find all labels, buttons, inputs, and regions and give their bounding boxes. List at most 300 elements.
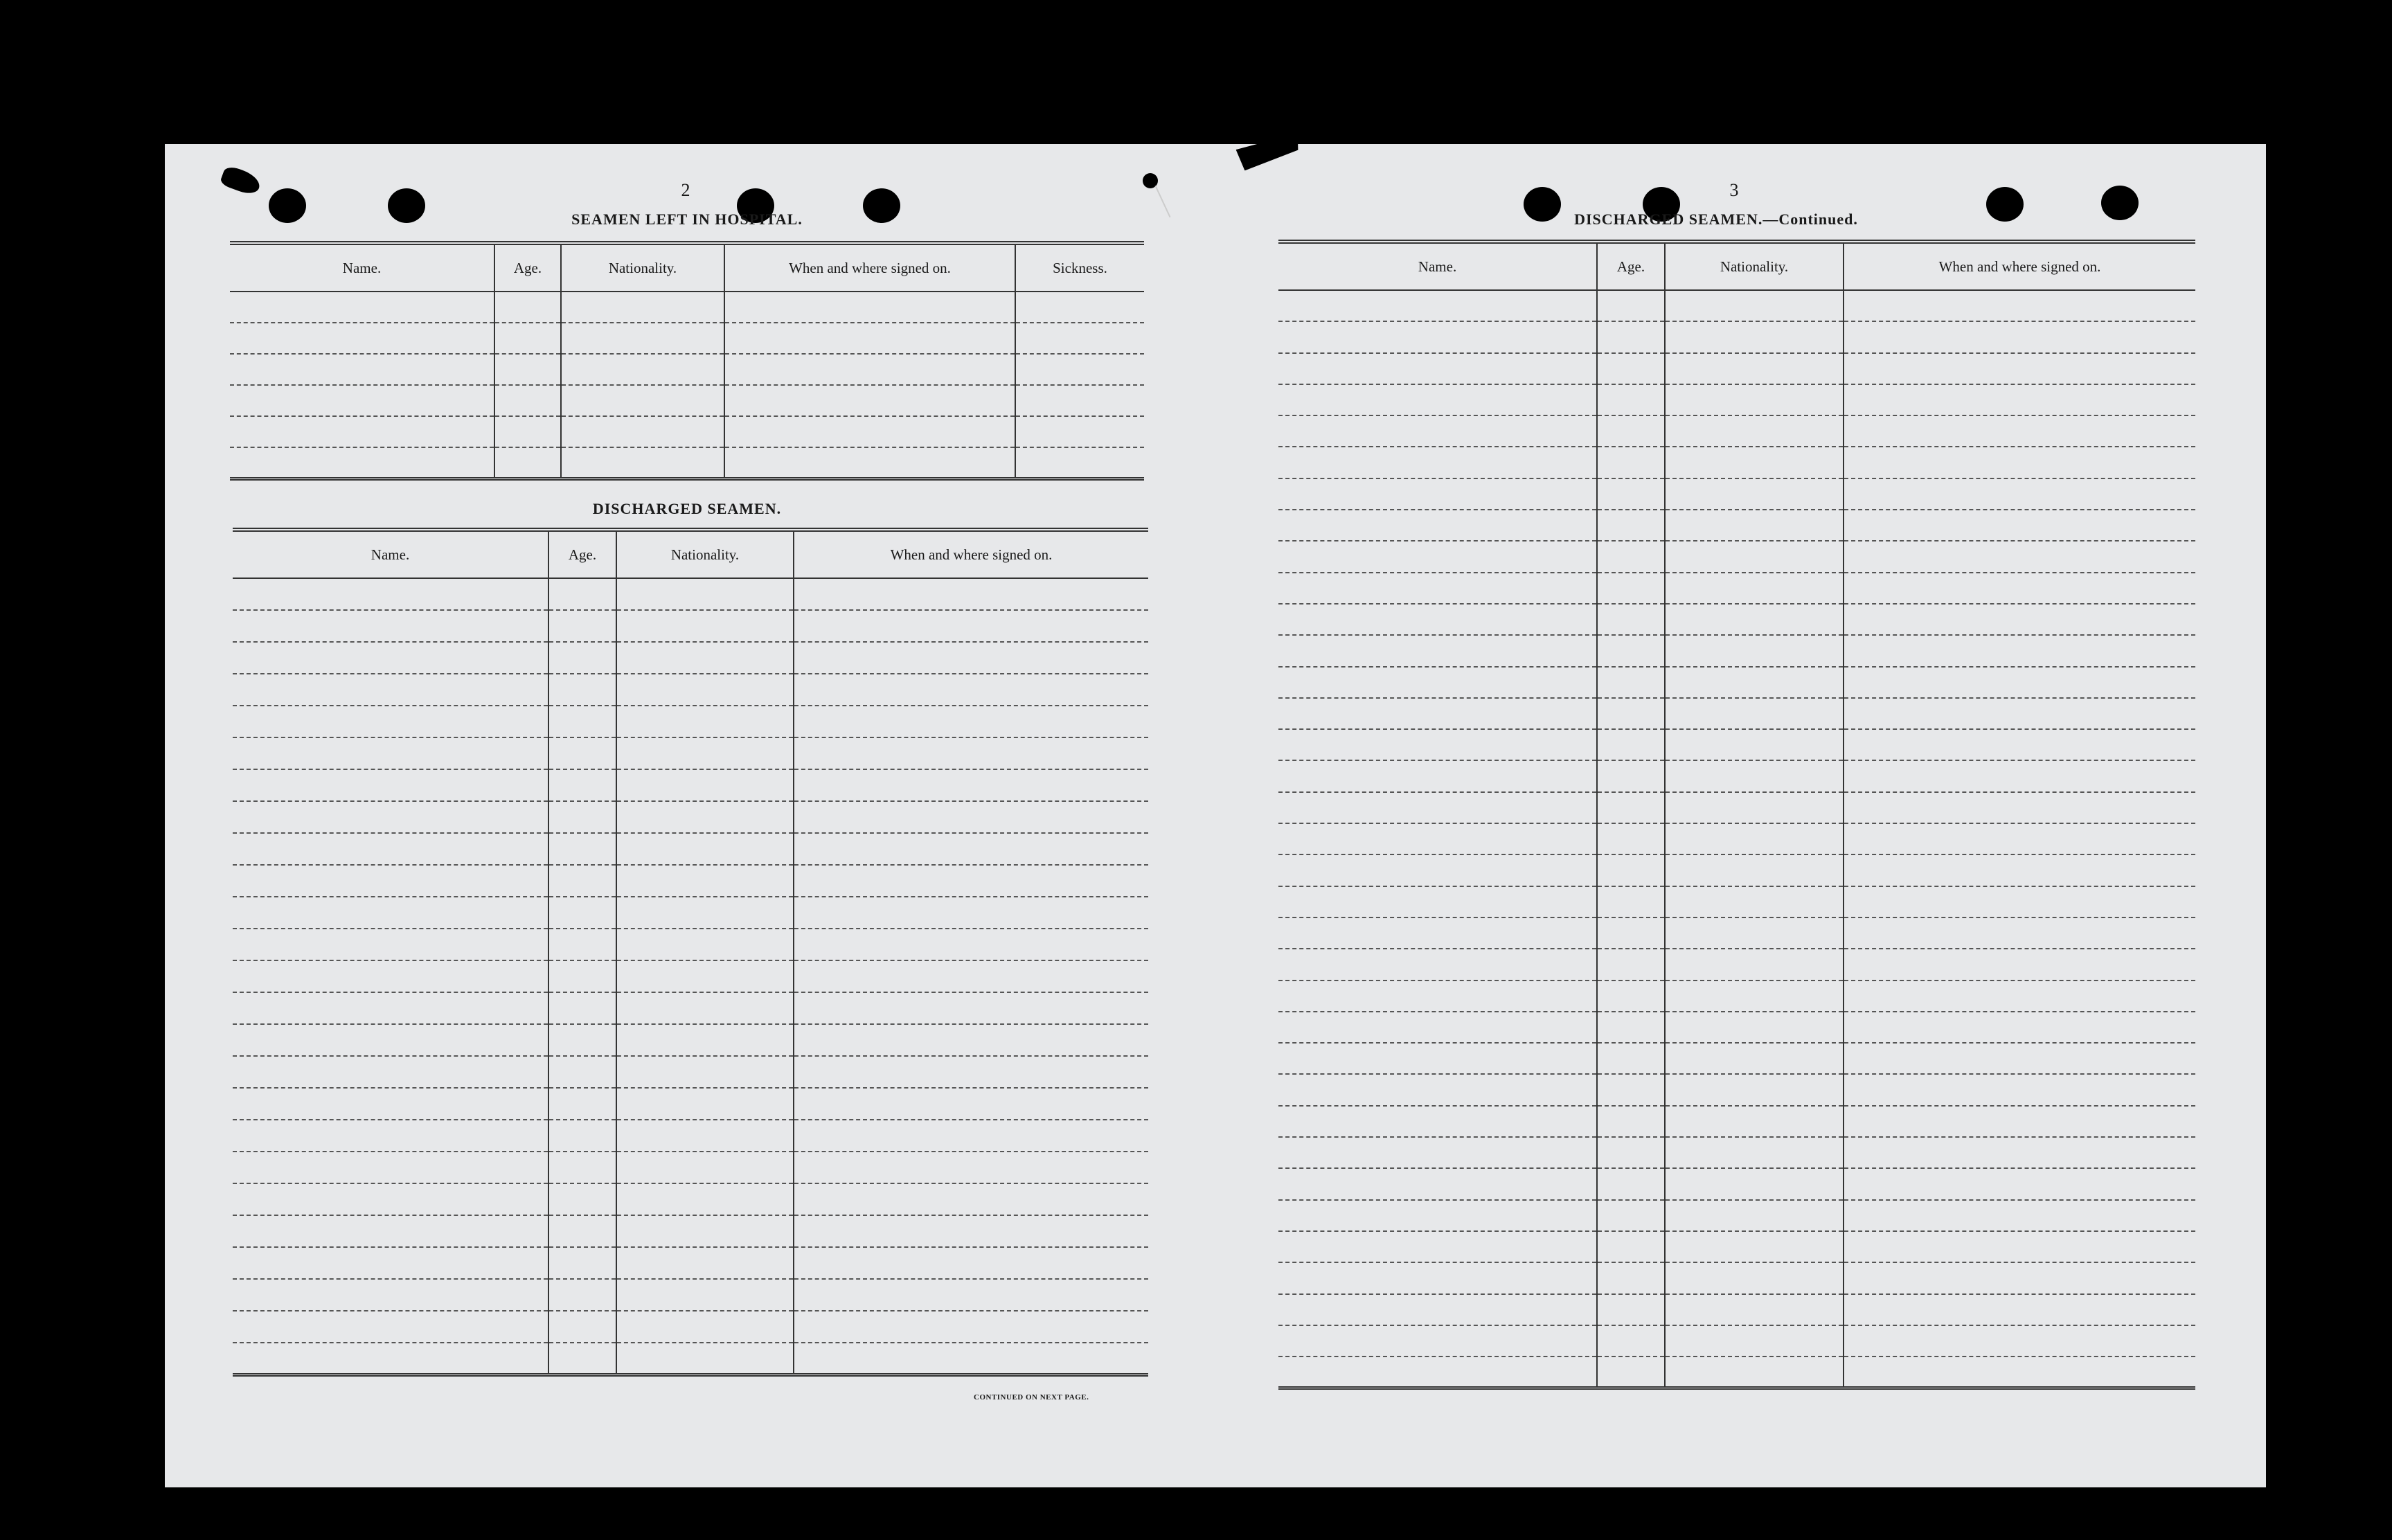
table-cell [1597,290,1665,321]
discharged-header-row [233,530,1148,578]
table-row [233,1215,1148,1247]
table-cell [1278,917,1597,949]
table-row [233,1343,1148,1375]
table-cell [494,385,561,416]
table-cell [616,610,794,642]
table-cell [1844,384,2195,415]
table-cell [233,1152,548,1183]
table-row [233,578,1148,610]
table-row [1278,478,2195,510]
table-cell [1278,1168,1597,1199]
table-cell [1278,667,1597,698]
table-row [1278,541,2195,572]
table-cell [1665,729,1844,760]
table-cell [1844,1012,2195,1043]
table-cell [794,960,1148,992]
table-cell [616,769,794,801]
table-cell [233,610,548,642]
table-row [1278,667,2195,698]
table-row [233,1024,1148,1056]
table-row [1278,729,2195,760]
col-header-name: Name. [230,243,494,292]
table-cell [1597,1043,1665,1074]
table-row [233,1152,1148,1183]
table-row [1278,949,2195,980]
table-cell [1015,354,1144,385]
table-cell [1278,1106,1597,1137]
table-cell [1278,1262,1597,1293]
table-cell [1278,1012,1597,1043]
table-row [230,385,1144,416]
table-row [230,354,1144,385]
table-cell [1665,415,1844,447]
table-cell [1597,760,1665,791]
table-cell [724,416,1015,447]
table-cell [1844,792,2195,823]
table-cell [794,737,1148,769]
table-cell [233,769,548,801]
table-cell [233,578,548,610]
table-cell [794,897,1148,929]
table-cell [1278,1137,1597,1168]
tape-mark [1235,133,1303,171]
table-cell [1665,1137,1844,1168]
table-row [233,737,1148,769]
table-cell [1278,1200,1597,1231]
table-row [233,706,1148,737]
table-cell [1278,415,1597,447]
table-cell [616,1152,794,1183]
table-cell [1597,1106,1665,1137]
table-cell [548,610,616,642]
table-cell [1665,667,1844,698]
table-cell [1278,854,1597,886]
table-cell [1278,290,1597,321]
table-row [230,447,1144,478]
table-cell [794,1247,1148,1279]
continued-header-row [1278,242,2195,290]
table-cell [1278,1325,1597,1357]
table-cell [548,706,616,737]
table-cell [561,385,724,416]
table-cell [1665,698,1844,729]
table-cell [1597,1200,1665,1231]
table-cell [233,1247,548,1279]
discharged-table [233,528,1148,1377]
table-cell [1278,478,1597,510]
table-cell [794,578,1148,610]
table-cell [233,1215,548,1247]
table-cell [1278,823,1597,854]
table-row [1278,1106,2195,1137]
table-cell [561,323,724,354]
table-cell [1665,604,1844,635]
table-cell [548,897,616,929]
table-cell [1278,1357,1597,1388]
table-row [1278,886,2195,917]
punch-hole [1524,187,1561,222]
table-cell [561,354,724,385]
table-cell [1844,729,2195,760]
table-row [1278,1231,2195,1262]
table-cell [548,1311,616,1343]
table-cell [1844,760,2195,791]
table-cell [616,706,794,737]
table-cell [1665,886,1844,917]
table-cell [233,1279,548,1311]
table-row [1278,917,2195,949]
table-cell [616,865,794,897]
table-cell [1844,510,2195,541]
table-cell [1844,541,2195,572]
table-row [1278,792,2195,823]
table-cell [233,897,548,929]
table-row [1278,823,2195,854]
table-row [1278,854,2195,886]
table-cell [1844,573,2195,604]
table-row [233,992,1148,1024]
right-page-number: 3 [1729,180,1739,200]
punch-hole [2101,186,2139,220]
table-row [233,610,1148,642]
table-cell [1597,541,1665,572]
table-cell [1665,760,1844,791]
table-cell [230,385,494,416]
table-cell [1844,290,2195,321]
table-cell [616,1056,794,1088]
table-cell [794,706,1148,737]
table-cell [794,1215,1148,1247]
table-cell [1844,415,2195,447]
table-cell [794,642,1148,674]
table-cell [794,833,1148,865]
table-cell [548,1215,616,1247]
table-cell [1278,1231,1597,1262]
table-row [1278,1325,2195,1357]
table-cell [616,1215,794,1247]
hospital-section-title: SEAMEN LEFT IN HOSPITAL. [571,211,803,228]
table-row [1278,510,2195,541]
table-cell [1278,604,1597,635]
table-cell [561,416,724,447]
table-cell [548,642,616,674]
table-cell [548,1279,616,1311]
table-cell [230,447,494,478]
col-header-age: Age. [494,243,561,292]
discharged-section-title: DISCHARGED SEAMEN. [592,500,782,517]
table-cell [1665,290,1844,321]
table-cell [616,1183,794,1215]
table-cell [1597,635,1665,666]
table-cell [794,1024,1148,1056]
table-cell [1844,353,2195,384]
table-cell [794,610,1148,642]
table-cell [1278,510,1597,541]
table-cell [616,1088,794,1120]
table-cell [1844,604,2195,635]
table-cell [794,1311,1148,1343]
table-cell [1278,729,1597,760]
table-cell [794,801,1148,833]
table-cell [1844,854,2195,886]
table-cell [616,674,794,706]
table-row [1278,635,2195,666]
table-cell [1665,1106,1844,1137]
table-row [1278,321,2195,352]
table-cell [1844,635,2195,666]
table-cell [1278,792,1597,823]
table-cell [1597,321,1665,352]
table-cell [1278,1043,1597,1074]
table-cell [616,1247,794,1279]
table-cell [494,292,561,323]
table-row [1278,760,2195,791]
table-row [233,1183,1148,1215]
table-cell [1665,1200,1844,1231]
table-cell [1278,949,1597,980]
table-cell [548,1183,616,1215]
table-cell [1844,478,2195,510]
table-cell [1015,292,1144,323]
table-cell [616,578,794,610]
table-row [233,1279,1148,1311]
table-row [233,674,1148,706]
table-cell [1665,478,1844,510]
table-cell [494,354,561,385]
table-cell [1597,478,1665,510]
table-cell [230,292,494,323]
table-row [1278,1168,2195,1199]
table-cell [233,1088,548,1120]
table-cell [494,447,561,478]
table-cell [548,833,616,865]
table-cell [1844,1137,2195,1168]
table-cell [794,1343,1148,1375]
table-cell [1665,321,1844,352]
table-row [233,801,1148,833]
table-cell [616,1279,794,1311]
col-header-nationality: Nationality. [561,243,724,292]
table-cell [616,960,794,992]
table-cell [794,1056,1148,1088]
table-cell [548,737,616,769]
table-cell [724,447,1015,478]
table-cell [1597,1074,1665,1105]
table-cell [1278,353,1597,384]
table-cell [1844,698,2195,729]
table-row [1278,1200,2195,1231]
table-cell [794,1120,1148,1152]
table-cell [1597,886,1665,917]
table-cell [1844,1074,2195,1105]
discharged-continued-table [1278,240,2195,1390]
table-cell [1597,698,1665,729]
table-cell [1597,1012,1665,1043]
table-row [1278,604,2195,635]
continued-rows [1278,290,2195,1388]
table-row [1278,290,2195,321]
table-cell [233,737,548,769]
table-cell [616,1120,794,1152]
table-cell [1665,1294,1844,1325]
table-cell [233,642,548,674]
table-cell [1665,384,1844,415]
col-header-signed-on: When and where signed on. [724,243,1015,292]
table-row [233,865,1148,897]
table-cell [494,323,561,354]
table-cell [794,769,1148,801]
table-cell [1844,1106,2195,1137]
table-cell [616,801,794,833]
table-cell [794,929,1148,960]
table-cell [1665,635,1844,666]
table-cell [616,737,794,769]
table-cell [616,833,794,865]
table-cell [1597,917,1665,949]
table-row [1278,415,2195,447]
table-cell [1597,510,1665,541]
table-cell [1597,573,1665,604]
table-cell [1597,604,1665,635]
table-cell [794,1088,1148,1120]
table-cell [1844,917,2195,949]
table-row [233,1311,1148,1343]
table-cell [1278,760,1597,791]
manifest-sheet [165,144,2266,1487]
table-cell [1278,384,1597,415]
table-cell [1844,1262,2195,1293]
table-cell [1665,917,1844,949]
table-row [1278,1294,2195,1325]
hospital-rows [230,292,1144,478]
table-cell [233,706,548,737]
table-cell [1665,792,1844,823]
table-row [233,1247,1148,1279]
table-cell [1597,1168,1665,1199]
table-row [1278,981,2195,1012]
table-cell [548,674,616,706]
table-cell [548,1152,616,1183]
table-cell [1665,1262,1844,1293]
table-cell [548,801,616,833]
table-cell [1597,1262,1665,1293]
col-header-name: Name. [233,530,548,578]
table-row [1278,1012,2195,1043]
table-cell [1844,1200,2195,1231]
table-cell [548,1088,616,1120]
table-cell [1665,1325,1844,1357]
table-cell [561,292,724,323]
table-cell [548,1247,616,1279]
table-cell [1278,698,1597,729]
table-row [233,1088,1148,1120]
table-row [230,416,1144,447]
table-cell [1597,1325,1665,1357]
punch-hole [388,188,425,223]
table-row [1278,1357,2195,1388]
table-cell [233,865,548,897]
table-cell [1597,854,1665,886]
table-cell [616,642,794,674]
discharged-rows [233,578,1148,1375]
table-row [233,642,1148,674]
table-cell [1015,385,1144,416]
table-cell [1844,1231,2195,1262]
table-cell [616,1311,794,1343]
col-header-signed-on: When and where signed on. [1844,242,2195,290]
left-page-number: 2 [681,180,690,200]
table-cell [1597,823,1665,854]
table-cell [794,992,1148,1024]
col-header-name: Name. [1278,242,1597,290]
table-cell [1665,1168,1844,1199]
table-cell [1278,1074,1597,1105]
table-cell [724,354,1015,385]
table-cell [1844,667,2195,698]
table-cell [616,1343,794,1375]
table-cell [233,1120,548,1152]
table-cell [548,1024,616,1056]
table-cell [1665,854,1844,886]
table-cell [794,865,1148,897]
table-cell [1665,541,1844,572]
table-cell [1844,1325,2195,1357]
table-cell [1844,1043,2195,1074]
table-cell [548,1343,616,1375]
table-cell [1278,541,1597,572]
table-cell [233,1183,548,1215]
table-row [1278,353,2195,384]
table-cell [548,992,616,1024]
table-cell [1597,1357,1665,1388]
table-cell [794,1152,1148,1183]
table-cell [1844,1357,2195,1388]
table-row [233,897,1148,929]
table-cell [1665,447,1844,478]
table-cell [233,1056,548,1088]
table-cell [1597,1137,1665,1168]
table-cell [1665,353,1844,384]
table-cell [233,960,548,992]
table-cell [1597,384,1665,415]
table-cell [1278,573,1597,604]
table-row [233,769,1148,801]
table-row [1278,1262,2195,1293]
table-cell [1844,981,2195,1012]
table-row [233,960,1148,992]
table-cell [1665,1043,1844,1074]
table-cell [1665,1231,1844,1262]
table-row [1278,1137,2195,1168]
scratch-mark [1155,186,1171,217]
table-cell [1278,321,1597,352]
col-header-nationality: Nationality. [1665,242,1844,290]
table-cell [1844,949,2195,980]
table-cell [1844,447,2195,478]
table-cell [1844,823,2195,854]
punch-hole [863,188,900,223]
table-row [230,323,1144,354]
table-cell [1597,415,1665,447]
table-cell [1844,886,2195,917]
table-cell [1665,510,1844,541]
table-cell [1844,1168,2195,1199]
table-cell [616,1024,794,1056]
table-cell [233,992,548,1024]
table-cell [1597,1294,1665,1325]
table-cell [233,833,548,865]
continued-note: CONTINUED ON NEXT PAGE. [974,1393,1089,1402]
